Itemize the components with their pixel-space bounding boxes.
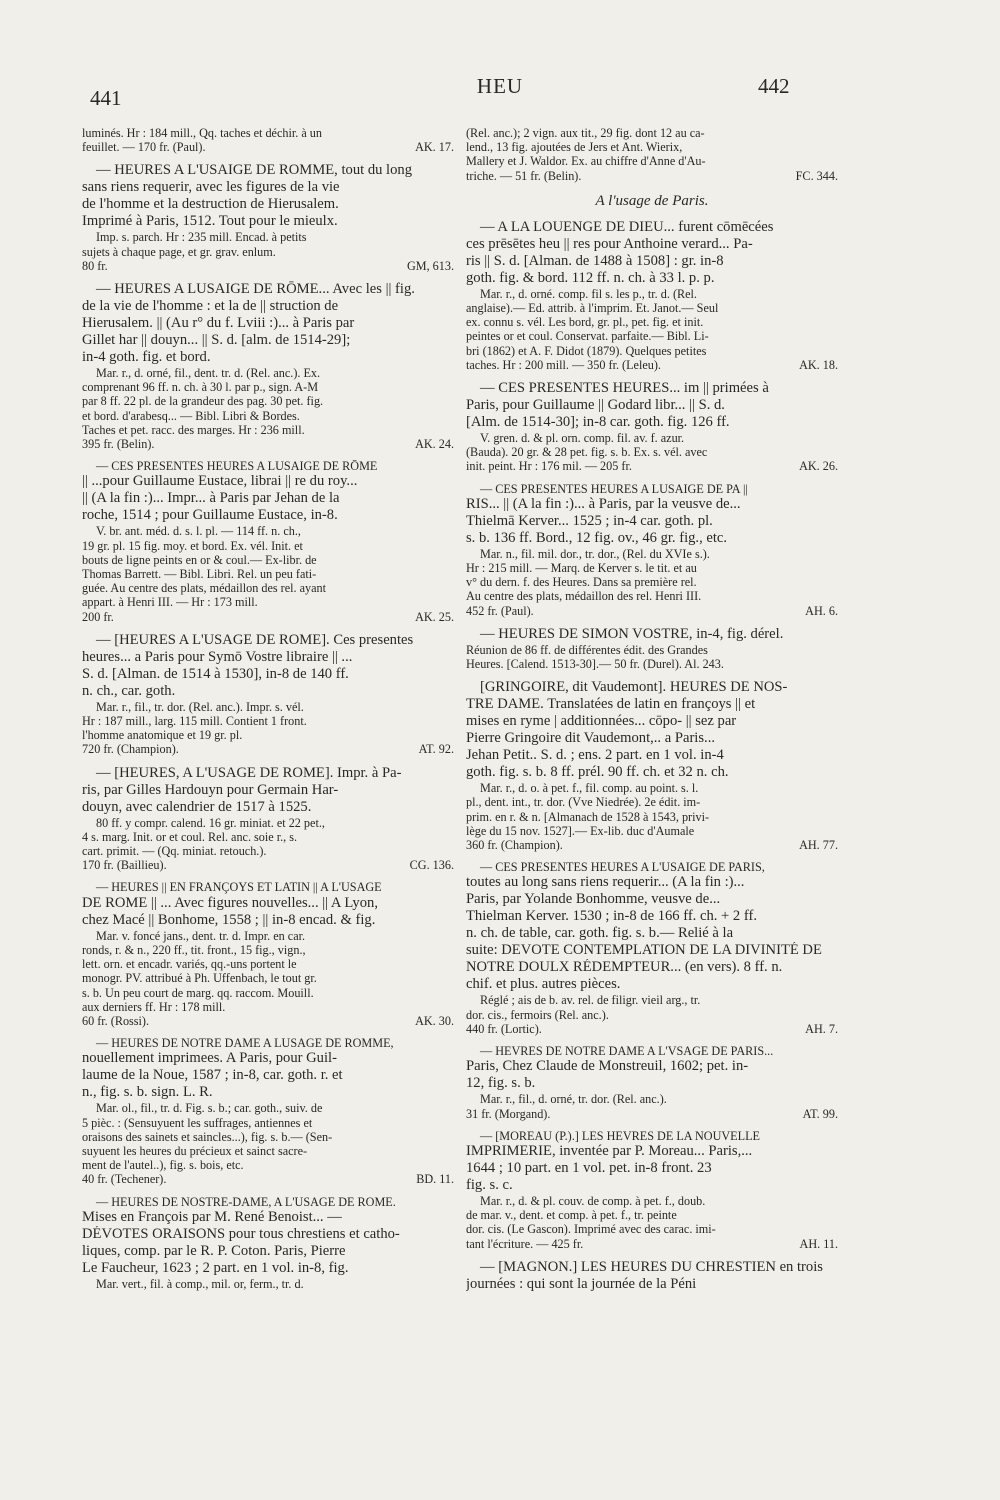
- entry-line: ment de l'autel..), fig. s. bois, etc.: [82, 1158, 244, 1173]
- entry-line: — HEVRES DE NOTRE DAME A L'VSAGE DE PARIS...: [480, 1044, 774, 1059]
- entry-line: — [HEURES, A L'USAGE DE ROME]. Impr. à Pa-: [96, 764, 402, 781]
- price-line: [466, 604, 838, 618]
- catalog-entry: [82, 765, 454, 873]
- entry-line: bri (1862) et A. F. Didot (1879). Quelques petites: [466, 343, 707, 358]
- entry-line: Mar. ol., fil., tr. d. Fig. s. b.; car. goth., suiv. de: [96, 1101, 323, 1116]
- catalog-reference: AH. 6.: [805, 603, 838, 618]
- entry-line: aux derniers ff. Hr : 178 mill.: [82, 999, 226, 1014]
- entry-line: 4 s. marg. Init. or et coul. Rel. anc. soie r., s.: [82, 829, 298, 844]
- entry-line: n., fig. s. b. sign. L. R.: [82, 1084, 213, 1101]
- entry-line: luminés. Hr : 184 mill., Qq. taches et déchir. à un: [82, 126, 322, 140]
- entry-line: [Alm. de 1514-30]; in-8 car. goth. fig. 126 ff.: [466, 414, 730, 431]
- left-column: [82, 126, 454, 1299]
- entry-line: monogr. PV. attribué à Ph. Uffenbach, le tout gr.: [82, 971, 317, 986]
- entry-line: mises en ryme | additionnées... cōpo- || sez par: [466, 713, 737, 730]
- entry-line: suite: DEVOTE CONTEMPLATION DE LA DIVINITÉ DE: [466, 942, 822, 959]
- catalog-entry: [82, 126, 454, 154]
- catalog-entry: [466, 126, 838, 183]
- entry-line: TRE DAME. Translatées de latin en françoys || et: [466, 696, 756, 713]
- entry-line: s. b. Un peu court de marg. qq. raccom. Mouill.: [82, 985, 314, 1000]
- entry-line: V. br. ant. méd. d. s. l. pl. — 114 ff. n. ch.,: [96, 524, 301, 539]
- entry-line: de l'homme et la destruction de Hierusalem.: [82, 196, 339, 213]
- entry-line: NOTRE DOULX RÉDEMPTEUR... (en vers). 8 ff. n.: [466, 959, 783, 976]
- entry-line: pl., dent. int., tr. dor. (Vve Niedrée). 2e édit. im-: [466, 795, 701, 810]
- entry-line: douyn, avec calendrier de 1517 à 1525.: [82, 798, 312, 815]
- entry-line: n. ch. de table, car. goth. fig. s. b.— Relié à la: [466, 925, 734, 942]
- page-header: [0, 70, 1000, 110]
- catalog-entry: [82, 281, 454, 451]
- entry-line: — [HEURES A L'USAGE DE ROME]. Ces presentes: [96, 631, 414, 648]
- entry-line: Taches et pet. racc. des marges. Hr : 236 mill.: [82, 422, 305, 437]
- entry-line: heures... a Paris pour Symō Vostre libraire || ...: [82, 648, 353, 665]
- entry-line: 12, fig. s. b.: [466, 1075, 536, 1092]
- entry-line: Mallery et J. Waldor. Ex. au chiffre d'Anne d'Au-: [466, 154, 706, 169]
- entry-line: in-4 goth. fig. et bord.: [82, 349, 211, 366]
- price-line: [82, 742, 454, 756]
- page-number-left: 441: [90, 86, 122, 110]
- price-text: 720 fr. (Champion).: [82, 742, 179, 757]
- entry-line: lend., 13 fig. ajoutées de Jers et Ant. Wierix,: [466, 140, 683, 155]
- entry-line: || (A la fin :)... Impr... à Paris par Jehan de la: [82, 490, 340, 507]
- catalog-entry: [466, 1129, 838, 1251]
- entry-line: fig. s. c.: [466, 1176, 513, 1193]
- catalog-entry: [466, 1044, 838, 1121]
- entry-line: — HEURES DE NOSTRE-DAME, A L'USAGE DE ROME.: [96, 1194, 396, 1209]
- entry-line: par 8 ff. 22 pl. de la grandeur des pag. 30 pet. fig.: [82, 394, 324, 409]
- entry-line: et bord. d'arabesq... — Bibl. Libri & Bordes.: [82, 408, 300, 423]
- catalog-entry: [82, 162, 454, 273]
- entry-line: peintes or et coul. Conservat. parfaite.— Bibl. Li-: [466, 329, 709, 344]
- entry-line: toutes au long sans riens requerir... (A la fin :)...: [466, 874, 745, 891]
- price-text: 395 fr. (Belin).: [82, 437, 155, 452]
- entry-line: RIS... || (A la fin :)... à Paris, par la veusve de...: [466, 495, 741, 512]
- entry-line: goth. fig. s. b. 8 ff. prél. 90 ff. ch. et 32 n. ch.: [466, 764, 729, 781]
- price-text: feuillet. — 170 fr. (Paul).: [82, 140, 206, 155]
- entry-line: guée. Au centre des plats, médaillon des rel. ayant: [82, 581, 327, 596]
- catalog-entry: [466, 219, 838, 372]
- price-text: init. peint. Hr : 176 mil. — 205 fr.: [466, 459, 632, 474]
- entry-line: Hr : 187 mill., larg. 115 mill. Contient 1 front.: [82, 714, 307, 729]
- entry-line: — CES PRESENTES HEURES... im || primées à: [480, 380, 769, 397]
- right-column: [466, 126, 838, 1301]
- entry-line: [GRINGOIRE, dit Vaudemont]. HEURES DE NOS-: [480, 679, 788, 696]
- entry-line: ris || S. d. [Alman. de 1488 à 1508] : gr. in-8: [466, 252, 724, 269]
- price-line: [466, 1022, 838, 1036]
- catalog-reference: AK. 24.: [415, 437, 454, 452]
- price-text: 60 fr. (Rossi).: [82, 1013, 150, 1028]
- entry-line: Heures. [Calend. 1513-30].— 50 fr. (Durel). Al. 243.: [466, 657, 724, 672]
- entry-line: Réunion de 86 ff. de différentes édit. des Grandes: [466, 642, 708, 657]
- price-text: 80 fr.: [82, 258, 108, 273]
- price-text: 200 fr.: [82, 609, 114, 624]
- catalog-entry: [82, 632, 454, 757]
- price-line: [82, 610, 454, 624]
- price-text: triche. — 51 fr. (Belin).: [466, 168, 582, 183]
- entry-line: 19 gr. pl. 15 fig. moy. et bord. Ex. vél. Init. et: [82, 538, 303, 553]
- entry-line: — HEURES A L'USAIGE DE ROMME, tout du long: [96, 162, 413, 179]
- entry-line: appart. à Henri III. — Hr : 173 mill.: [82, 595, 258, 610]
- entry-line: prim. en r. & n. [Almanach de 1528 à 1543, privi-: [466, 809, 710, 824]
- price-line: [466, 169, 838, 183]
- entry-line: Mar. vert., fil. à comp., mil. or, ferm., tr. d.: [96, 1276, 304, 1291]
- entry-line: dor. cis., fermoirs (Rel. anc.).: [466, 1007, 609, 1022]
- catalog-reference: AK. 26.: [799, 459, 838, 474]
- price-line: [466, 838, 838, 852]
- entry-line: liques, comp. par le R. P. Coton. Paris, Pierre: [82, 1242, 346, 1259]
- entry-line: de la vie de l'homme : et la de || struction de: [82, 298, 339, 315]
- entry-line: Hr : 215 mill. — Marq. de Kerver s. le tit. et au: [466, 561, 697, 576]
- entry-line: — A LA LOUENGE DE DIEU... furent cōmēcées: [480, 218, 774, 235]
- catalog-entry: [82, 1195, 454, 1291]
- entry-line: (Rel. anc.); 2 vign. aux tit., 29 fig. dont 12 au ca-: [466, 126, 705, 140]
- entry-line: Mises en François par M. René Benoist... —: [82, 1208, 342, 1225]
- catalog-entry: [466, 679, 838, 852]
- entry-line: || ...pour Guillaume Eustace, librai || re du roy...: [82, 473, 358, 490]
- page-number-right: 442: [758, 74, 790, 98]
- entry-line: S. d. [Alman. de 1514 à 1530], in-8 de 140 ff.: [82, 665, 349, 682]
- entry-line: v° du dern. f. des Heures. Dans sa première rel.: [466, 575, 697, 590]
- catalog-reference: AT. 99.: [802, 1106, 838, 1121]
- entry-line: Paris, par Yolande Bonhomme, veusve de...: [466, 891, 721, 908]
- running-head: HEU: [476, 74, 524, 98]
- price-text: 440 fr. (Lortic).: [466, 1021, 542, 1036]
- price-line: [466, 459, 838, 473]
- price-line: [466, 1107, 838, 1121]
- entry-line: suyuent les heures du précieux et sainct sacre-: [82, 1143, 308, 1158]
- price-line: [82, 140, 454, 154]
- entry-line: l'homme anatomique et 19 gr. pl.: [82, 728, 243, 743]
- entry-line: — HEURES DE SIMON VOSTRE, in-4, fig. dérel.: [480, 625, 784, 642]
- price-line: [82, 259, 454, 273]
- entry-line: Mar. r., d. o. à pet. f., fil. comp. au point. s. l.: [480, 781, 699, 796]
- entry-line: de mar. v., dent. et comp. à pet. f., tr. peinte: [466, 1208, 677, 1223]
- catalog-entry: [82, 459, 454, 624]
- entry-line: Mar. r., fil., tr. dor. (Rel. anc.). Impr. s. vél.: [96, 699, 304, 714]
- price-text: 40 fr. (Techener).: [82, 1172, 167, 1187]
- entry-line: 1644 ; 10 part. en 1 vol. pet. in-8 front. 23: [466, 1159, 712, 1176]
- section-title: A l'usage de Paris.: [595, 192, 709, 209]
- entry-line: Jehan Petit.. S. d. ; ens. 2 part. en 1 vol. in-4: [466, 747, 724, 764]
- entry-line: ronds, r. & n., 220 ff., tit. front., 15 fig., vign.,: [82, 942, 306, 957]
- entry-line: Au centre des plats, médaillon des rel. Henri III.: [466, 589, 702, 604]
- entry-line: chez Macé || Bonhome, 1558 ; || in-8 encad. & fig.: [82, 911, 376, 928]
- catalog-reference: CG. 136.: [409, 858, 454, 873]
- entry-line: lège du 15 nov. 1527].— Ex-lib. duc d'Aumale: [466, 823, 695, 838]
- catalog-reference: BD. 11.: [416, 1172, 454, 1187]
- entry-line: laume de la Noue, 1587 ; in-8, car. goth. r. et: [82, 1067, 343, 1084]
- entry-line: Thomas Barrett. — Bibl. Libri. Rel. un peu fati-: [82, 567, 317, 582]
- price-line: [466, 358, 838, 372]
- entry-line: lett. orn. et encadr. variés, qq.-uns portent le: [82, 957, 297, 972]
- entry-line: comprenant 96 ff. n. ch. à 30 l. par p., sign. A-M: [82, 380, 319, 395]
- entry-line: chif. et plus. autres pièces.: [466, 976, 621, 993]
- entry-line: n. ch., car. goth.: [82, 682, 176, 699]
- entry-line: — [MAGNON.] LES HEURES DU CHRESTIEN en trois: [480, 1258, 823, 1275]
- entry-line: Réglé ; ais de b. av. rel. de filigr. vieil arg., tr.: [480, 993, 701, 1008]
- price-text: tant l'écriture. — 425 fr.: [466, 1236, 584, 1251]
- entry-line: Paris, Chez Claude de Monstreuil, 1602; pet. in-: [466, 1058, 749, 1075]
- entry-line: DÉVOTES ORAISONS pour tous chrestiens et catho-: [82, 1225, 400, 1242]
- entry-line: Mar. r., fil., d. orné, tr. dor. (Rel. anc.).: [480, 1092, 667, 1107]
- entry-line: dor. cis. (Le Gascon). Imprimé avec des carac. imi-: [466, 1222, 716, 1237]
- entry-line: s. b. 136 ff. Bord., 12 fig. ov., 46 gr. fig., etc.: [466, 529, 728, 546]
- entry-line: Mar. v. foncé jans., dent. tr. d. Impr. en car.: [96, 928, 306, 943]
- entry-line: roche, 1514 ; pour Guillaume Eustace, in-8.: [82, 507, 338, 524]
- entry-line: Thielman Kerver. 1530 ; in-8 de 166 ff. ch. + 2 ff.: [466, 908, 757, 925]
- catalog-entry: [82, 880, 454, 1028]
- catalog-entry: [466, 626, 838, 671]
- price-line: [466, 1237, 838, 1251]
- catalog-reference: AT. 92.: [418, 742, 454, 757]
- entry-line: — CES PRESENTES HEURES A LUSAIGE DE RŌME: [96, 459, 378, 474]
- entry-line: Imp. s. parch. Hr : 235 mill. Encad. à petits: [96, 230, 307, 245]
- entry-line: nouellement imprimees. A Paris, pour Guil-: [82, 1050, 337, 1067]
- price-line: [82, 437, 454, 451]
- catalog-entry: [466, 860, 838, 1036]
- price-text: 452 fr. (Paul).: [466, 603, 534, 618]
- price-text: 31 fr. (Morgand).: [466, 1106, 551, 1121]
- entry-line: sans riens requerir, avec les figures de la vie: [82, 179, 340, 196]
- entry-line: Mar. r., d. orné. comp. fil s. les p., tr. d. (Rel.: [480, 286, 697, 301]
- entry-line: (Bauda). 20 gr. & 28 pet. fig. s. b. Ex. s. vél. avec: [466, 445, 708, 460]
- price-line: [82, 1172, 454, 1186]
- catalog-reference: AH. 77.: [799, 838, 838, 853]
- catalog-reference: FC. 344.: [795, 168, 838, 183]
- catalog-reference: AK. 25.: [415, 609, 454, 624]
- entry-line: Mar. r., d. & pl. couv. de comp. à pet. f., doub.: [480, 1193, 706, 1208]
- catalog-reference: AK. 30.: [415, 1013, 454, 1028]
- price-text: 360 fr. (Champion).: [466, 838, 563, 853]
- catalog-reference: AK. 17.: [415, 140, 454, 155]
- entry-line: — CES PRESENTES HEURES A L'USAIGE DE PARIS,: [480, 860, 765, 875]
- entry-line: anglaise).— Ed. attrib. à l'imprim. Et. Janot.— Seul: [466, 301, 719, 316]
- entry-line: Le Faucheur, 1623 ; 2 part. en 1 vol. in-8, fig.: [82, 1259, 349, 1276]
- catalog-reference: GM, 613.: [406, 258, 454, 273]
- entry-line: — CES PRESENTES HEURES A LUSAIGE DE PA ||: [480, 481, 748, 496]
- entry-line: ex. connu s. vél. Les bord, gr. pl., pet. fig. et init.: [466, 315, 704, 330]
- entry-line: — HEURES DE NOTRE DAME A LUSAGE DE ROMME,: [96, 1036, 394, 1051]
- entry-line: Hierusalem. || (Au r° du f. Lviii :)... à Paris par: [82, 315, 355, 332]
- catalog-entry: [466, 380, 838, 474]
- entry-line: Thielmā Kerver... 1525 ; in-4 car. goth. pl.: [466, 512, 713, 529]
- entry-line: ris, par Gilles Hardouyn pour Germain Har-: [82, 781, 339, 798]
- entry-line: — HEURES A LUSAIGE DE RŌME... Avec les || fig.: [96, 281, 415, 298]
- entry-line: cart. primit. — (Qq. miniat. retouch.).: [82, 844, 267, 859]
- entry-line: ces prēsētes heu || res pour Anthoine verard... Pa-: [466, 235, 753, 252]
- catalog-reference: AK. 18.: [799, 357, 838, 372]
- entry-line: 80 ff. y compr. calend. 16 gr. miniat. et 22 pet.,: [96, 815, 325, 830]
- entry-line: Imprimé à Paris, 1512. Tout pour le mieulx.: [82, 213, 338, 230]
- entry-line: goth. fig. & bord. 112 ff. n. ch. à 33 l. p. p.: [466, 269, 715, 286]
- entry-line: V. gren. d. & pl. orn. comp. fil. av. f. azur.: [480, 431, 685, 446]
- catalog-entry: [466, 1259, 838, 1293]
- entry-line: Mar. r., d. orné, fil., dent. tr. d. (Rel. anc.). Ex.: [96, 366, 321, 381]
- price-line: [82, 858, 454, 872]
- entry-line: 5 pièc. : (Sensuyuent les suffrages, antiennes et: [82, 1115, 313, 1130]
- entry-line: journées : qui sont la journée de la Péni: [466, 1275, 697, 1292]
- catalog-entry: [466, 482, 838, 618]
- entry-line: Gillet har || douyn... || S. d. [alm. de 1514-29];: [82, 332, 351, 349]
- price-text: 170 fr. (Baillieu).: [82, 858, 167, 873]
- catalog-reference: AH. 11.: [799, 1236, 838, 1251]
- entry-line: Pierre Gringoire dit Vaudemont,.. a Paris...: [466, 730, 715, 747]
- entry-line: sujets à chaque page, et gr. grav. enlum.: [82, 244, 276, 259]
- entry-line: — HEURES || EN FRANÇOYS ET LATIN || A L'USAGE: [96, 880, 382, 895]
- entry-line: — [MOREAU (P.).] LES HEVRES DE LA NOUVELLE: [480, 1128, 760, 1143]
- entry-line: IMPRIMERIE, inventée par P. Moreau... Paris,...: [466, 1142, 753, 1159]
- entry-line: oraisons des sainets et saincles...), fig. s. b.— (Sen-: [82, 1129, 333, 1144]
- entry-line: bouts de ligne peints en or & coul.— Ex-libr. de: [82, 552, 317, 567]
- price-line: [82, 1014, 454, 1028]
- catalog-entry: [82, 1036, 454, 1186]
- price-text: taches. Hr : 200 mill. — 350 fr. (Leleu).: [466, 357, 661, 372]
- entry-line: DE ROME || ... Avec figures nouvelles... || A Lyon,: [82, 894, 378, 911]
- catalog-reference: AH. 7.: [805, 1021, 838, 1036]
- entry-line: Paris, pour Guillaume || Godard libr... || S. d.: [466, 397, 725, 414]
- entry-line: Mar. n., fil. mil. dor., tr. dor., (Rel. du XVIe s.).: [480, 546, 710, 561]
